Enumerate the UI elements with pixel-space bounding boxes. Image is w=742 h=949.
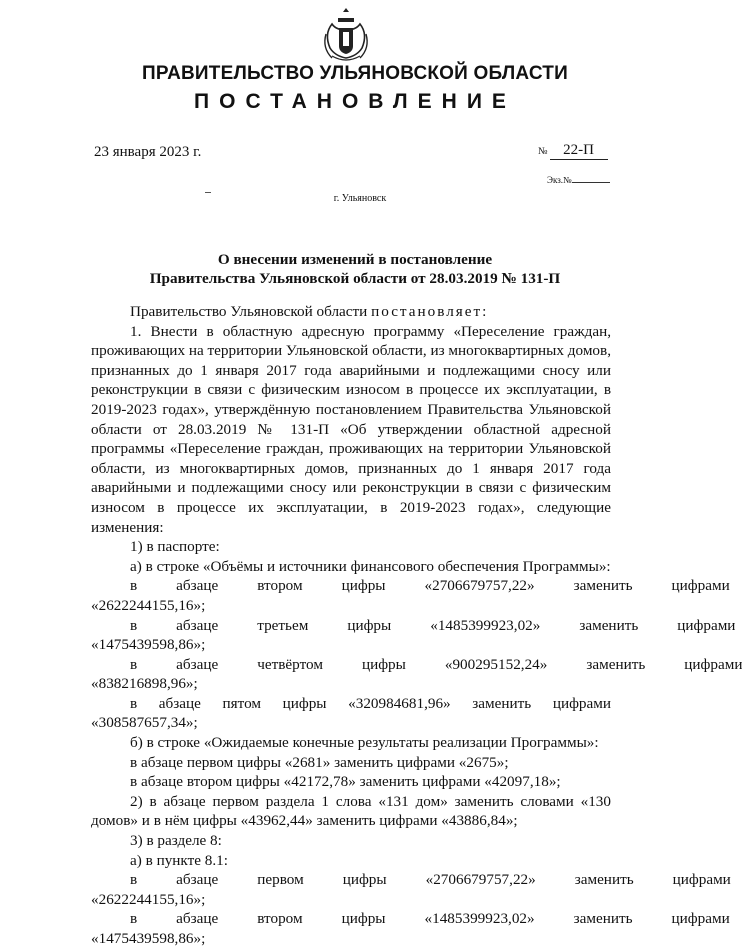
- row-word: третьем: [257, 616, 309, 634]
- row-word: «2706679757,22»: [425, 871, 536, 889]
- row-word: «1485399923,02»: [430, 616, 541, 634]
- row-word: цифрами: [684, 655, 742, 673]
- change-row: [91, 870, 731, 890]
- row-word: в: [130, 616, 138, 634]
- row-word: в: [130, 655, 138, 673]
- title-line: О внесении изменений в постановление: [217, 251, 493, 268]
- paragraph-1: 1. Внести в областную адресную программу «Переселение граждан, проживающих на территории Ульяновской области, из многоквартирных домов, признанных до 1 января 2017 года аварийными и подлежащими сносу или реконструкции в связи с физическим износом в процессе их эксплуатации, в 2019-2023 годах», утверждённую постановлением Правительства Ульяновской области от 28.03.2019 № 131-П «Об утверждении областной адресной программы «Переселение граждан, проживающих на территории Ульяновской области, из многоквартирных домов, признанных до 1 января 2017 года аварийными и подлежащими сносу или реконструкции в связи с физическим износом в процессе их эксплуатации, в 2019-2023 годах», следующие изменения:: [91, 322, 611, 536]
- number-value: 22-П: [550, 142, 608, 160]
- section-2: 2) в абзаце первом раздела 1 слова «131 дом» заменить словами «130 домов» и в нём цифры «43962,44» заменить цифрами «43886,84»;: [91, 792, 611, 830]
- row-word: втором: [257, 910, 303, 928]
- row-word: заменить: [574, 871, 634, 889]
- row-word: цифрами: [671, 577, 730, 595]
- row-word: цифры: [342, 871, 387, 889]
- section-1a: а) в строке «Объёмы и источники финансового обеспечения Программы»:: [130, 557, 611, 575]
- section-1b: б) в строке «Ожидаемые конечные результаты реализации Программы»:: [130, 734, 599, 752]
- change-line: в абзаце пятом цифры «320984681,96» заменить цифрами «308587657,34»;: [91, 694, 611, 732]
- number-label: №: [538, 146, 548, 157]
- organization-name: ПРАВИТЕЛЬСТВО УЛЬЯНОВСКОЙ ОБЛАСТИ: [142, 63, 568, 84]
- section-3: 3) в разделе 8:: [130, 832, 222, 850]
- row-word: цифры: [361, 655, 406, 673]
- change-row: [91, 655, 742, 675]
- document-date: 23 января 2023 г.: [94, 144, 202, 160]
- document-number: [538, 142, 608, 160]
- change-row-continuation: «2622244155,16»;: [91, 596, 206, 614]
- change-line: в абзаце первом цифры «2681» заменить цифрами «2675»;: [130, 753, 509, 771]
- coat-of-arms-emblem: [318, 4, 374, 66]
- change-row-continuation: «838216898,96»;: [91, 675, 198, 693]
- document-title: [90, 250, 620, 288]
- change-row-continuation: «1475439598,86»;: [91, 636, 206, 654]
- row-word: абзаце: [176, 910, 219, 928]
- section-3a: а) в пункте 8.1:: [130, 851, 228, 869]
- row-word: цифрами: [677, 616, 736, 634]
- city: г. Ульяновск: [333, 193, 387, 204]
- row-word: абзаце: [176, 577, 219, 595]
- row-word: четвёртом: [257, 655, 323, 673]
- copy-label: Экз.№: [547, 175, 572, 185]
- row-word: первом: [257, 871, 304, 889]
- document-type: ПОСТАНОВЛЕНИЕ: [194, 90, 516, 113]
- change-row-continuation: «1475439598,86»;: [91, 930, 206, 947]
- preamble-verb: постановляет: [371, 303, 483, 320]
- section-1: 1) в паспорте:: [130, 538, 220, 556]
- change-row-continuation: «2622244155,16»;: [91, 890, 206, 908]
- row-word: абзаце: [176, 616, 219, 634]
- title-line: Правительства Ульяновской области от 28.03.2019 № 131-П: [149, 270, 561, 287]
- change-row: [91, 909, 730, 929]
- change-line: в абзаце втором цифры «42172,78» заменить цифрами «42097,18»;: [130, 773, 561, 791]
- row-word: в: [130, 871, 138, 889]
- row-word: «2706679757,22»: [424, 577, 535, 595]
- row-word: заменить: [573, 577, 633, 595]
- row-word: цифры: [347, 616, 392, 634]
- copy-number: [547, 174, 610, 185]
- row-word: в: [130, 910, 138, 928]
- row-word: цифрами: [671, 910, 730, 928]
- row-word: заменить: [579, 616, 639, 634]
- row-word: заменить: [573, 910, 633, 928]
- row-word: цифрами: [672, 871, 731, 889]
- row-word: абзаце: [176, 871, 219, 889]
- document-body: [91, 302, 742, 949]
- row-word: абзаце: [176, 655, 219, 673]
- row-word: заменить: [586, 655, 646, 673]
- row-word: в: [130, 577, 138, 595]
- row-word: цифры: [341, 910, 386, 928]
- row-word: «900295152,24»: [444, 655, 548, 673]
- preamble: Правительство Ульяновской области постановляет:: [130, 303, 487, 320]
- copy-blank-line: [572, 174, 610, 183]
- row-word: «1485399923,02»: [424, 910, 535, 928]
- change-row: [91, 616, 736, 636]
- row-word: втором: [257, 577, 303, 595]
- row-word: цифры: [341, 577, 386, 595]
- change-row: [91, 576, 730, 596]
